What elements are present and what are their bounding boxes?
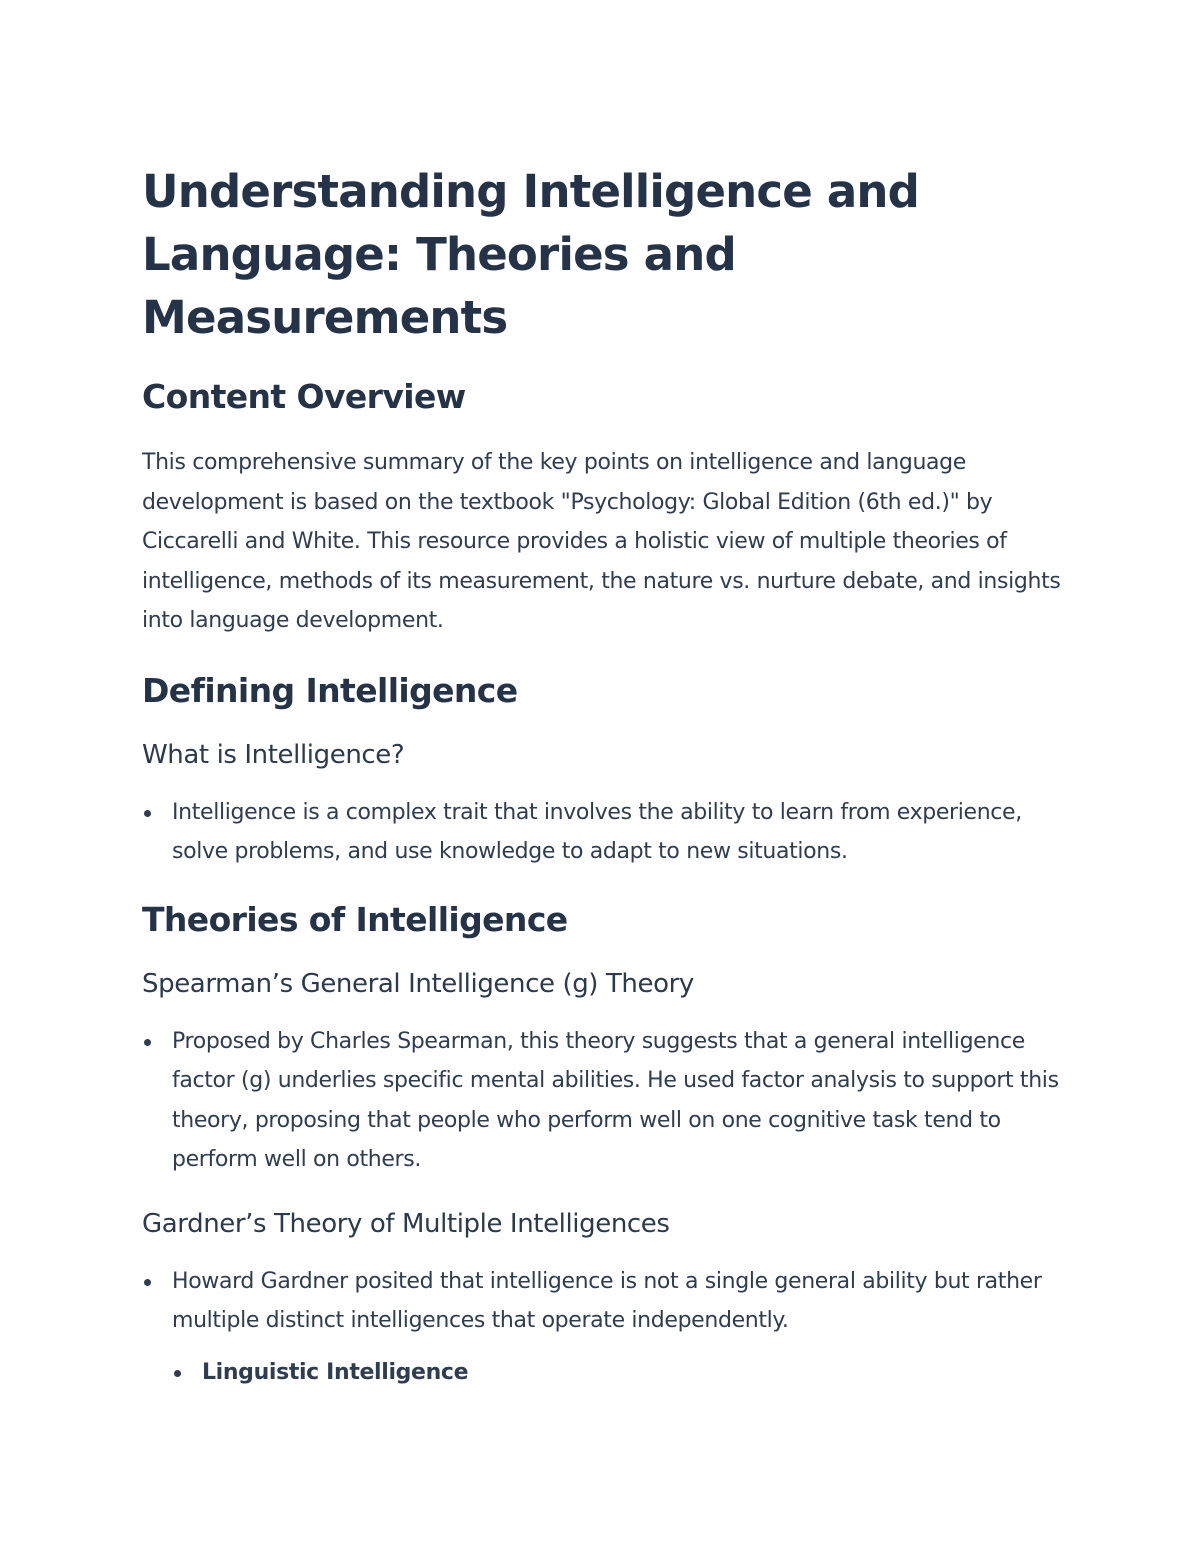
document-title: Understanding Intelligence and Language: Theories and Measurements <box>142 165 920 344</box>
overview-paragraph: This comprehensive summary of the key points on intelligence and language development is based on the textbook "Psychology: Global Edition (6th ed.)" by Ciccarelli and White. This resource provides a holistic view of multiple theories of intelligence, methods of its measurement, the nature vs. nurture debate, and insights into language development. <box>142 450 1061 633</box>
gardner-bullet-list <box>142 1262 1062 1393</box>
document-page <box>142 160 1062 1418</box>
gardner-sub-list <box>172 1353 1062 1393</box>
gardner-bullet-text: Howard Gardner posited that intelligence is not a single general ability but rather multiple distinct intelligences that operate independently. <box>172 1268 1042 1333</box>
spearman-bullet-list <box>142 1022 1062 1180</box>
section-heading-defining-intelligence: Defining Intelligence <box>142 670 518 710</box>
section-heading-theories-of-intelligence: Theories of Intelligence <box>142 899 568 939</box>
defining-bullet-list <box>142 793 1062 872</box>
subheading-what-is-intelligence: What is Intelligence? <box>142 739 405 770</box>
subheading-gardner-theory: Gardner’s Theory of Multiple Intelligences <box>142 1208 670 1239</box>
list-item: Intelligence is a complex trait that involves the ability to learn from experience, solve problems, and use knowledge to adapt to new situations. <box>142 793 1062 872</box>
subheading-spearman-theory: Spearman’s General Intelligence (g) Theory <box>142 968 694 999</box>
sub-list-item: Linguistic Intelligence <box>172 1353 1062 1393</box>
section-heading-content-overview: Content Overview <box>142 377 466 416</box>
list-item: Proposed by Charles Spearman, this theory suggests that a general intelligence factor (g) underlies specific mental abilities. He used factor analysis to support this theory, proposing that people who perform well on one cognitive task tend to perform well on others. <box>142 1022 1062 1180</box>
list-item <box>142 1262 1062 1393</box>
